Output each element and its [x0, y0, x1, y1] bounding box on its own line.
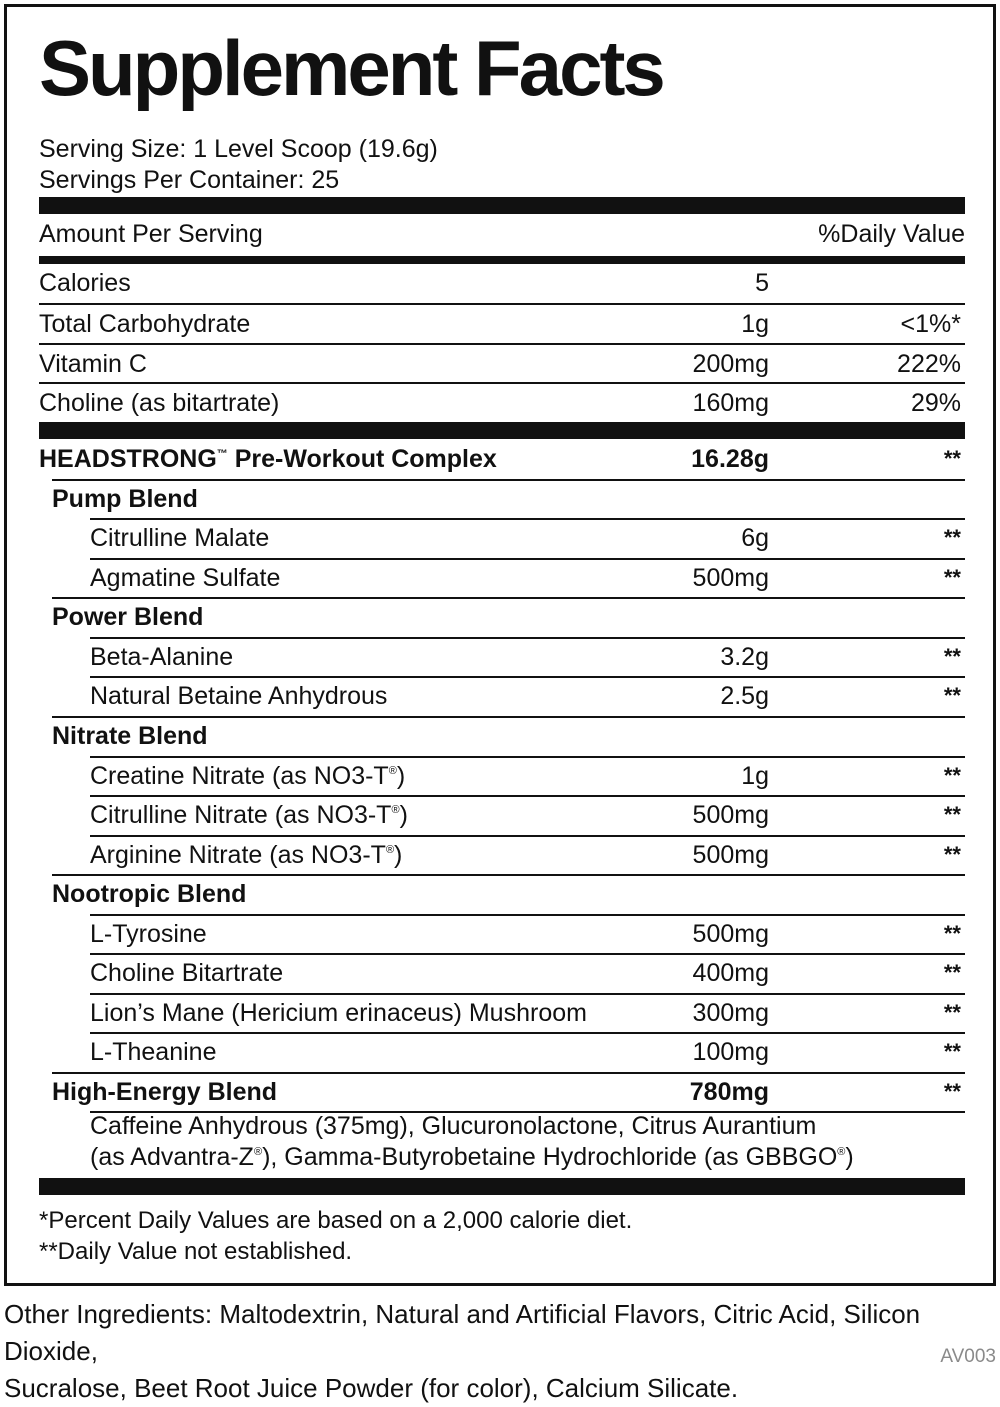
serving-info	[39, 134, 438, 196]
nutrient-row	[39, 264, 965, 302]
ingredient-amount: 6g	[741, 524, 769, 552]
footnote-not-established: **Daily Value not established.	[39, 1238, 353, 1265]
medium-divider	[39, 256, 965, 264]
other-ingredients-line-2: Sucralose, Beet Root Juice Powder (for color), Calcium Silicate.	[4, 1373, 739, 1403]
nutrient-row	[39, 303, 965, 343]
high-energy-line-2: (as Advantra-Z®), Gamma-Butyrobetaine Hydrochloride (as GBBGO®)	[90, 1143, 854, 1171]
ingredient-row	[39, 954, 965, 992]
blend-label: Power Blend	[52, 603, 204, 631]
nutrient-name: Choline (as bitartrate)	[39, 389, 280, 417]
ingredient-row	[39, 796, 965, 834]
ingredient-amount: 500mg	[692, 801, 769, 829]
ingredient-amount: 300mg	[692, 999, 769, 1027]
high-energy-line-1: Caffeine Anhydrous (375mg), Glucuronolactone, Citrus Aurantium	[90, 1112, 817, 1140]
ingredient-dv: **	[943, 763, 961, 788]
ingredient-row	[39, 757, 965, 795]
nutrient-row	[39, 382, 965, 422]
other-ingredients	[4, 1296, 1000, 1407]
facts-title: Supplement Facts	[39, 24, 663, 112]
nutrient-name: Total Carbohydrate	[39, 310, 251, 338]
nutrient-name: Calories	[39, 269, 131, 297]
other-ingredients-line-1: Other Ingredients: Maltodextrin, Natural and Artificial Flavors, Citric Acid, Silicon Dioxide,	[4, 1299, 921, 1366]
blend-header-high-energy	[39, 1073, 965, 1111]
ingredient-dv: **	[943, 525, 961, 550]
ingredient-amount: 500mg	[692, 841, 769, 869]
ingredient-amount: 500mg	[692, 920, 769, 948]
serving-size: Serving Size: 1 Level Scoop (19.6g)	[39, 135, 438, 163]
blend-label: Nitrate Blend	[52, 722, 208, 750]
supplement-facts-panel	[4, 4, 996, 1286]
blend-header-nootropic	[39, 875, 965, 913]
ingredient-amount: 1g	[741, 762, 769, 790]
ingredient-row	[39, 1033, 965, 1071]
column-header-row	[39, 215, 965, 253]
ingredient-name: Beta-Alanine	[90, 643, 234, 671]
ingredient-dv: **	[943, 644, 961, 669]
ingredient-amount: 3.2g	[720, 643, 769, 671]
product-code: AV003	[940, 1346, 996, 1367]
blend-header-nitrate	[39, 717, 965, 755]
ingredient-dv: **	[943, 565, 961, 590]
ingredient-name: Citrulline Nitrate (as NO3-T®)	[90, 801, 408, 829]
ingredient-amount: 500mg	[692, 564, 769, 592]
complex-name: HEADSTRONG™ Pre-Workout Complex	[39, 445, 497, 473]
blend-label: Pump Blend	[52, 485, 198, 513]
blend-amount: 780mg	[689, 1078, 769, 1106]
ingredient-amount: 100mg	[692, 1038, 769, 1066]
ingredient-row	[39, 559, 965, 597]
nutrient-amount: 200mg	[692, 350, 769, 378]
nutrient-dv: <1%*	[900, 310, 961, 338]
ingredient-name: Lion’s Mane (Hericium erinaceus) Mushroom	[90, 999, 587, 1027]
ingredient-name: Agmatine Sulfate	[90, 564, 281, 592]
daily-value-label: %Daily Value	[818, 220, 965, 248]
ingredient-amount: 400mg	[692, 959, 769, 987]
blend-label: High-Energy Blend	[52, 1078, 278, 1106]
blend-dv: **	[943, 1079, 961, 1104]
thick-divider	[39, 197, 965, 214]
nutrient-amount: 1g	[741, 310, 769, 338]
ingredient-name: Creatine Nitrate (as NO3-T®)	[90, 762, 406, 790]
footnote-percent: *Percent Daily Values are based on a 2,000 calorie diet.	[39, 1207, 633, 1234]
ingredient-name: Choline Bitartrate	[90, 959, 284, 987]
complex-amount: 16.28g	[691, 445, 769, 473]
nutrient-dv: 29%	[910, 389, 961, 417]
ingredient-dv: **	[943, 1039, 961, 1064]
servings-per-container: Servings Per Container: 25	[39, 166, 340, 194]
ingredient-name: Natural Betaine Anhydrous	[90, 682, 388, 710]
complex-dv: **	[943, 446, 961, 471]
ingredient-name: Arginine Nitrate (as NO3-T®)	[90, 841, 403, 869]
ingredient-row	[39, 677, 965, 715]
blend-header-pump	[39, 480, 965, 518]
ingredient-name: Citrulline Malate	[90, 524, 270, 552]
ingredient-dv: **	[943, 842, 961, 867]
nutrient-row	[39, 343, 965, 383]
ingredient-dv: **	[943, 802, 961, 827]
complex-row	[39, 440, 965, 478]
ingredient-dv: **	[943, 1000, 961, 1025]
footnotes	[39, 1205, 632, 1267]
ingredient-row	[39, 638, 965, 676]
thick-divider	[39, 1178, 965, 1195]
ingredient-dv: **	[943, 960, 961, 985]
high-energy-ingredients	[90, 1111, 854, 1173]
ingredient-row	[39, 915, 965, 953]
nutrient-amount: 160mg	[692, 389, 769, 417]
ingredient-dv: **	[943, 683, 961, 708]
ingredient-name: L-Tyrosine	[90, 920, 207, 948]
ingredient-row	[39, 994, 965, 1032]
nutrient-dv: 222%	[897, 350, 961, 378]
blend-header-power	[39, 598, 965, 636]
ingredient-amount: 2.5g	[720, 682, 769, 710]
ingredient-row	[39, 836, 965, 874]
nutrient-name: Vitamin C	[39, 350, 147, 378]
amount-per-serving-label: Amount Per Serving	[39, 220, 263, 248]
ingredient-dv: **	[943, 921, 961, 946]
blend-label: Nootropic Blend	[52, 880, 247, 908]
nutrient-amount: 5	[755, 269, 769, 297]
ingredient-name: L-Theanine	[90, 1038, 217, 1066]
ingredient-row	[39, 519, 965, 557]
thick-divider	[39, 422, 965, 439]
